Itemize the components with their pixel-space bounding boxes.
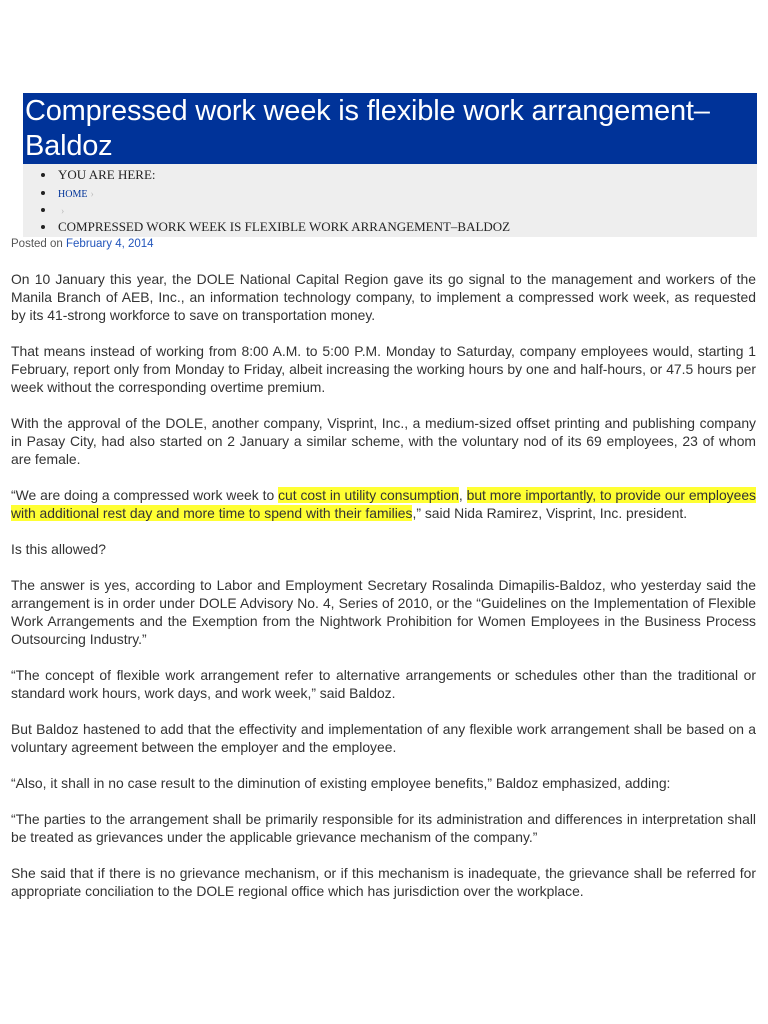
posted-label: Posted on bbox=[11, 238, 63, 250]
breadcrumb-label: YOU ARE HERE: bbox=[58, 167, 156, 182]
posted-date-link[interactable]: February 4, 2014 bbox=[66, 238, 154, 250]
breadcrumb-current-item bbox=[56, 218, 757, 235]
highlighted-text: cut cost in utility consumption bbox=[278, 487, 459, 503]
post-meta bbox=[11, 238, 154, 250]
breadcrumb-home-item bbox=[56, 184, 757, 201]
breadcrumb-list bbox=[23, 164, 757, 235]
quote-text: ,” said Nida Ramirez, Visprint, Inc. president. bbox=[412, 505, 688, 521]
breadcrumb-separator: › bbox=[61, 206, 65, 217]
article-paragraph: With the approval of the DOLE, another company, Visprint, Inc., a medium-sized offset printing and publishing company in Pasay City, had also started on 2 January a similar scheme, with the voluntary nod of its 69 employees, 23 of whom are female. bbox=[11, 415, 756, 467]
article-paragraph: The answer is yes, according to Labor and Employment Secretary Rosalinda Dimapilis-Baldoz, who yesterday said the arrangement is in order under DOLE Advisory No. 4, Series of 2010, or the “Guidelines on the Implementation of Flexible Work Arrangements and the Exemption from the Nightwork Prohibition for Women Employees in the Business Process Outsourcing Industry.” bbox=[11, 577, 756, 647]
breadcrumb-label-item bbox=[56, 164, 757, 184]
article-body bbox=[11, 270, 756, 918]
article-title: Compressed work week is flexible work arrangement–Baldoz bbox=[25, 95, 710, 162]
highlighted-text: but more importantly, to provide our employees with additional rest day and more time to spend with their families bbox=[11, 487, 757, 521]
article-paragraph: “The concept of flexible work arrangement refer to alternative arrangements or schedules other than the traditional or standard work hours, work days, and work week,” said Baldoz. bbox=[11, 667, 756, 701]
article-paragraph: “The parties to the arrangement shall be primarily responsible for its administration and differences in interpretation shall be treated as grievances under the applicable grievance mechanism of the company.” bbox=[11, 811, 756, 845]
breadcrumb bbox=[23, 164, 757, 237]
article-paragraph: Is this allowed? bbox=[11, 541, 106, 557]
article-paragraph: “Also, it shall in no case result to the diminution of existing employee benefits,” Baldoz emphasized, adding: bbox=[11, 775, 671, 791]
article-paragraph: She said that if there is no grievance mechanism, or if this mechanism is inadequate, the grievance shall be referred for appropriate conciliation to the DOLE regional office which has jurisdiction over the workplace. bbox=[11, 865, 756, 899]
article-paragraph: That means instead of working from 8:00 A.M. to 5:00 P.M. Monday to Saturday, company employees would, starting 1 February, report only from Monday to Friday, albeit increasing the working hours by one and half-hours, or 47.5 hours per week without the corresponding overtime premium. bbox=[11, 343, 756, 395]
breadcrumb-separator: › bbox=[90, 189, 94, 200]
breadcrumb-current: COMPRESSED WORK WEEK IS FLEXIBLE WORK ARRANGEMENT–BALDOZ bbox=[58, 219, 511, 234]
article-paragraph: But Baldoz hastened to add that the effectivity and implementation of any flexible work arrangement shall be based on a voluntary agreement between the employer and the employee. bbox=[11, 721, 756, 755]
breadcrumb-separator-item bbox=[56, 201, 757, 218]
article-title-bar bbox=[23, 93, 757, 164]
quote-text: “We are doing a compressed work week to bbox=[11, 487, 279, 503]
quote-text: , bbox=[458, 487, 467, 503]
breadcrumb-home-link[interactable]: HOME bbox=[58, 189, 88, 200]
quote-paragraph bbox=[11, 486, 756, 522]
article-paragraph: On 10 January this year, the DOLE National Capital Region gave its go signal to the management and workers of the Manila Branch of AEB, Inc., an information technology company, to implement a compressed work week, as requested by its 41-strong workforce to save on transportation money. bbox=[11, 271, 756, 323]
